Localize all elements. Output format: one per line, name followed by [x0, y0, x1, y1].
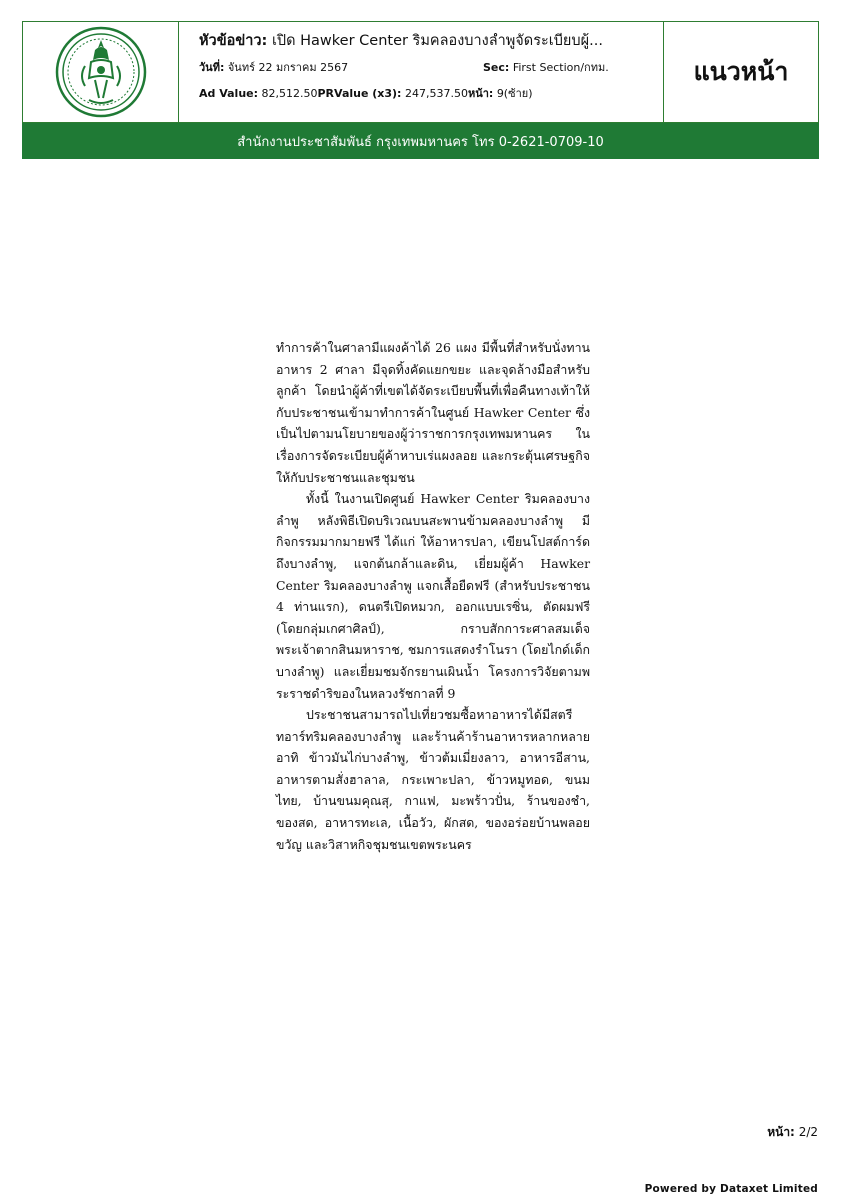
powered-by: Powered by Dataxet Limited [644, 1183, 818, 1195]
article-paragraph: ทั้งนี้ ในงานเปิดศูนย์ Hawker Center ริมคลองบางลำพู หลังพิธีเปิดบริเวณบนสะพานข้ามคลองบางลำพู มีกิจกรรมมากมายฟรี ได้แก่ ให้อาหารปลา, เขียนโปสต์การ์ดถึงบางลำพู, แจกต้นกล้าและดิน, เยี่ยมผู้ค้า Hawker Center ริมคลองบางลำพู แจกเสื้อยืดฟรี (สำหรับประชาชน 4 ท่านแรก), ดนตรีเปิดหมวก, ออกแบบเรซิ่น, ตัดผมฟรี (โดยกลุ่มเกศาศิลป์), กราบสักการะศาลสมเด็จพระเจ้าตากสินมหาราช, ชมการแสดงรำโนรา (โดยไกด์เด็กบางลำพู) และเยี่ยมชมจักรยานเผินน้ำ โครงการวิจัยตามพระราชดำริของในหลวงรัชกาลที่ 9 [276, 491, 590, 701]
publication-name: แนวหน้า [693, 57, 789, 86]
headline-label: หัวข้อข่าว: [199, 33, 268, 49]
logo-cell [23, 22, 179, 122]
date-value: จันทร์ 22 มกราคม 2567 [227, 61, 349, 74]
headline-row [199, 29, 661, 53]
bangkok-seal-icon [55, 26, 147, 118]
date-row [199, 59, 663, 77]
page-number-value: 2/2 [798, 1125, 818, 1139]
pr-value-label: PRValue (x3): [317, 87, 402, 100]
sec-label: Sec: [483, 61, 510, 74]
pr-value: 247,537.50 [404, 87, 468, 100]
page-number-label: หน้า: [767, 1125, 795, 1139]
page-label: หน้า: [467, 87, 494, 100]
sec-value: First Section/กทม. [512, 61, 609, 74]
headline-text: เปิด Hawker Center ริมคลองบางลำพูจัดระเบียบผู้... [271, 33, 603, 49]
ad-value: 82,512.50 [261, 87, 318, 100]
section-info [483, 59, 609, 77]
article-body [276, 337, 590, 855]
page-number [767, 1123, 818, 1142]
header-info [179, 22, 664, 122]
page-value: 9(ซ้าย) [496, 87, 533, 100]
article-paragraph: ทำการค้าในศาลามีแผงค้าได้ 26 แผง มีพื้นที่สำหรับนั่งทานอาหาร 2 ศาลา มีจุดทิ้งคัดแยกขยะ และจุดล้างมือสำหรับลูกค้า โดยนำผู้ค้าที่เขตได้จัดระเบียบพื้นที่เพื่อคืนทางเท้าให้กับประชาชนเข้ามาทำการค้าในศูนย์ Hawker Center ซึ่งเป็นไปตามนโยบายของผู้ว่าราชการกรุงเทพมหานคร ในเรื่องการจัดระเบียบผู้ค้าหาบเร่แผงลอย และกระตุ้นเศรษฐกิจให้กับประชาชนและชุมชน [276, 340, 590, 485]
date-label: วันที่: [199, 61, 225, 74]
news-header [22, 21, 819, 123]
ad-value-label: Ad Value: [199, 87, 259, 100]
article-paragraph: ประชาชนสามารถไปเที่ยวชมซื้อหาอาหารได้มีสตรีทอาร์ทริมคลองบางลำพู และร้านค้าร้านอาหารหลากหลาย อาทิ ข้าวมันไก่บางลำพู, ข้าวต้มเมี่ยงลาว, อาหารอีสาน, อาหารตามสั่งฮาลาล, กระเพาะปลา, ข้าวหมูทอด, ขนมไทย, บ้านขนมคุณสุ, กาแฟ, มะพร้าวปั่น, ร้านของชำ, ของสด, อาหารทะเล, เนื้อวัว, ผักสด, ของอร่อยบ้านพลอยขวัญ และวิสาหกิจชุมชนเขตพระนคร [276, 707, 590, 852]
value-row [199, 85, 663, 103]
contact-bar: สำนักงานประชาสัมพันธ์ กรุงเทพมหานคร โทร 0-2621-0709-10 [22, 123, 819, 159]
